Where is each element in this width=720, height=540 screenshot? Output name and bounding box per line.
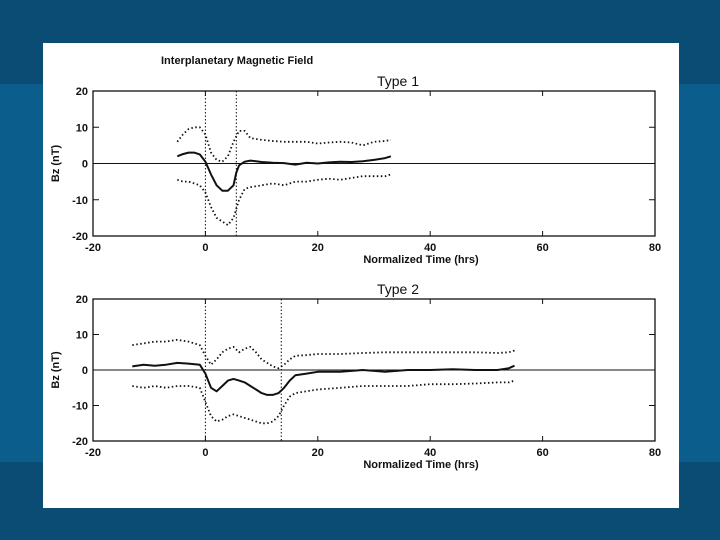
chart2-xtick-label: 40: [424, 447, 437, 459]
chart1-ytick-label: -20: [72, 231, 88, 243]
chart1-xtick-label: -20: [85, 242, 101, 254]
chart2-ylabel: Bz (nT): [50, 351, 62, 389]
chart1-xtick-label: 40: [424, 242, 437, 254]
chart1-series-lower-bound: [177, 174, 391, 225]
chart2-series-mean: [132, 363, 514, 395]
chart2-xtick-label: 20: [311, 447, 324, 459]
chart1-ytick-label: 10: [75, 122, 88, 135]
chart1-xtick-label: 80: [648, 242, 662, 254]
chart2-xtick-label: -20: [85, 447, 101, 459]
chart1-series-upper-bound: [177, 127, 391, 161]
chart2-ytick-label: -20: [72, 436, 88, 448]
chart2-title: Type 2: [376, 281, 420, 297]
chart2-xtick-label: 0: [202, 447, 209, 459]
chart2-ytick-label: 10: [75, 329, 88, 342]
chart1-xtick-label: 0: [202, 242, 209, 254]
chart1-title: Type 1: [376, 73, 420, 89]
chart1-xtick-label: 60: [536, 242, 549, 254]
chart1-ytick-label: 0: [81, 158, 88, 171]
chart2-ytick-label: 0: [81, 365, 88, 377]
chart2-xlabel: Normalized Time (hrs): [363, 459, 479, 471]
chart2-xtick-label: 80: [648, 447, 662, 459]
chart1-series-mean: [177, 153, 391, 191]
chart2-ytick-label: 20: [75, 294, 88, 306]
slide-panel: [43, 43, 679, 508]
chart2-ytick-label: -10: [72, 400, 88, 413]
chart2-series-lower-bound: [132, 381, 514, 424]
chart1-ytick-label: -10: [72, 194, 88, 207]
figure-canvas: [43, 43, 679, 508]
chart1-ytick-label: 20: [75, 86, 88, 98]
figure-title: Interplanetary Magnetic Field: [161, 55, 314, 67]
chart2-xtick-label: 60: [536, 447, 549, 459]
chart1-ylabel: Bz (nT): [50, 144, 62, 183]
chart1-xlabel: Normalized Time (hrs): [363, 254, 479, 266]
chart1-xtick-label: 20: [311, 242, 324, 254]
